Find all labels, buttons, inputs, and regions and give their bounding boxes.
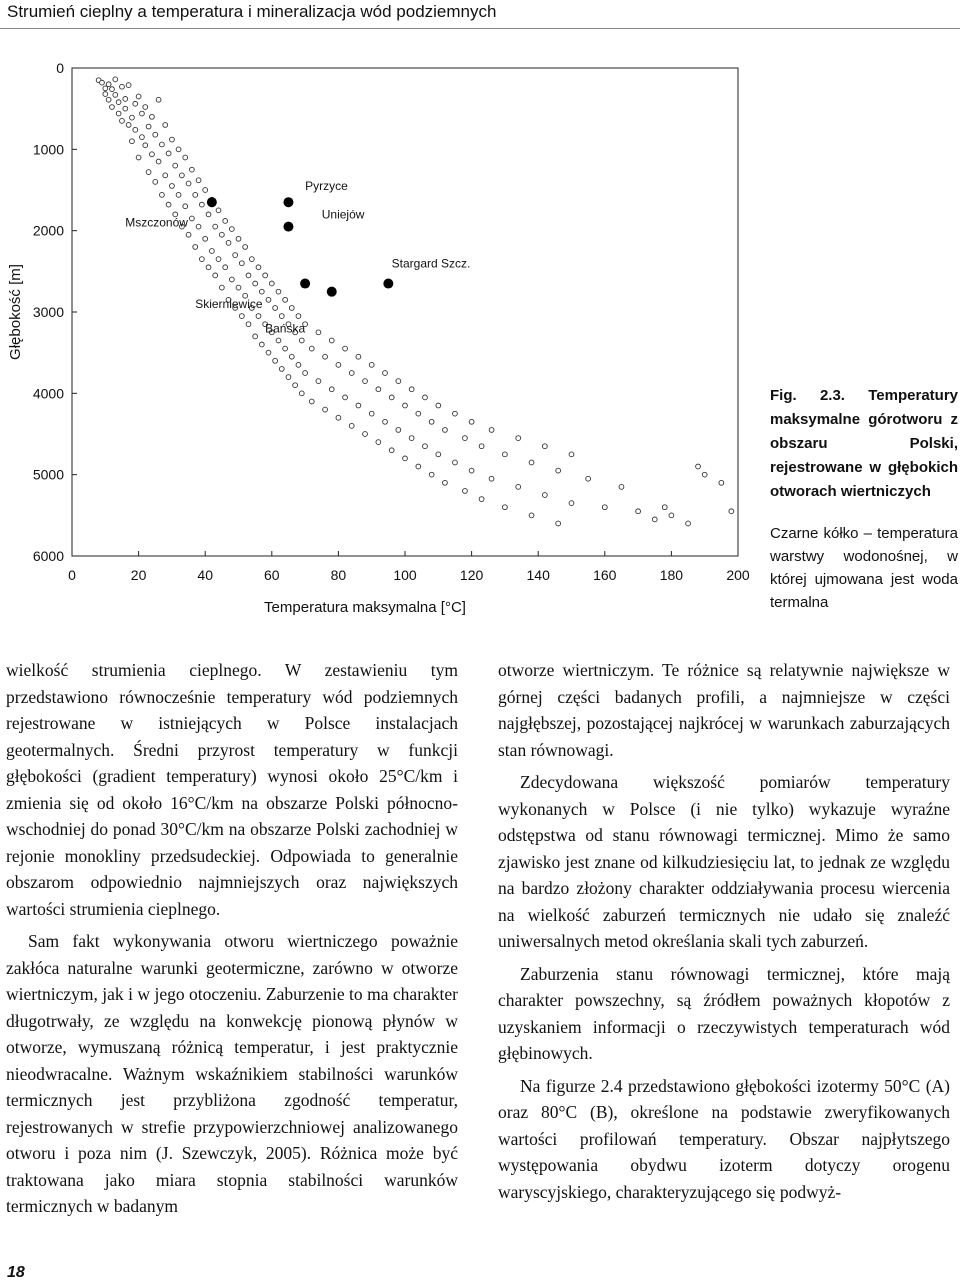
- x-axis-label: Temperatura maksymalna [°C]: [264, 599, 466, 616]
- data-point: [160, 192, 165, 197]
- data-point: [489, 476, 494, 481]
- data-point: [133, 101, 138, 106]
- data-point: [160, 142, 165, 147]
- data-point: [179, 173, 184, 178]
- data-point: [436, 452, 441, 457]
- data-point: [396, 379, 401, 384]
- data-point: [203, 188, 208, 193]
- data-point: [289, 306, 294, 311]
- data-point: [176, 192, 181, 197]
- annotation-label: Pyrzyce: [305, 179, 348, 193]
- data-point: [336, 415, 341, 420]
- data-point: [126, 83, 131, 88]
- data-point: [286, 375, 291, 380]
- data-point: [403, 403, 408, 408]
- data-point: [429, 472, 434, 477]
- data-point: [170, 184, 175, 189]
- data-point: [186, 181, 191, 186]
- data-point: [273, 358, 278, 363]
- chart-points: [96, 77, 734, 526]
- data-point: [686, 521, 691, 526]
- data-point: [236, 236, 241, 241]
- data-point: [376, 440, 381, 445]
- annotation-label: Bańska: [265, 321, 306, 336]
- data-point: [113, 77, 118, 82]
- data-point: [206, 212, 211, 217]
- data-point: [263, 273, 268, 278]
- y-tick-label: 0: [56, 60, 64, 76]
- data-point: [176, 147, 181, 152]
- annotation-label: Stargard Szcz.: [391, 256, 471, 271]
- data-point: [316, 379, 321, 384]
- data-point: [389, 448, 394, 453]
- data-point: [296, 314, 301, 319]
- data-point: [542, 444, 547, 449]
- data-point: [586, 476, 591, 481]
- data-point: [376, 387, 381, 392]
- annotation-label: Uniejów: [321, 207, 365, 222]
- data-point: [669, 513, 674, 518]
- data-point: [293, 383, 298, 388]
- data-point: [369, 362, 374, 367]
- data-point: [299, 338, 304, 343]
- data-point: [203, 236, 208, 241]
- data-point: [209, 249, 214, 254]
- data-point: [343, 346, 348, 351]
- y-tick-label: 5000: [32, 466, 64, 483]
- data-point: [463, 436, 468, 441]
- data-point: [253, 334, 258, 339]
- data-point: [276, 289, 281, 294]
- geothermal-plant-point: [283, 222, 293, 232]
- data-point: [299, 391, 304, 396]
- data-point: [189, 167, 194, 172]
- geothermal-plant-point: [300, 279, 310, 289]
- geothermal-plant-point: [283, 197, 293, 207]
- x-tick-label: 120: [459, 567, 484, 583]
- data-point: [126, 123, 131, 128]
- data-point: [146, 170, 151, 175]
- data-point: [223, 265, 228, 270]
- data-point: [223, 219, 228, 224]
- running-title: Strumień cieplny a temperatura i mineralizacja wód podziemnych: [7, 2, 497, 21]
- data-point: [256, 314, 261, 319]
- data-point: [279, 367, 284, 372]
- data-point: [702, 472, 707, 477]
- data-point: [529, 460, 534, 465]
- data-point: [443, 428, 448, 433]
- data-point: [309, 346, 314, 351]
- data-point: [569, 501, 574, 506]
- data-point: [146, 124, 151, 129]
- data-point: [136, 155, 141, 160]
- x-tick-label: 0: [68, 567, 76, 583]
- data-point: [199, 257, 204, 262]
- data-point: [383, 371, 388, 376]
- data-point: [120, 84, 125, 89]
- data-point: [356, 403, 361, 408]
- data-point: [246, 322, 251, 327]
- data-point: [219, 232, 224, 237]
- data-point: [249, 257, 254, 262]
- x-tick-label: 20: [130, 567, 147, 583]
- data-point: [479, 444, 484, 449]
- data-point: [336, 362, 341, 367]
- data-point: [150, 114, 155, 119]
- data-point: [110, 105, 115, 110]
- y-tick-label: 3000: [32, 304, 64, 320]
- data-point: [120, 118, 125, 123]
- data-point: [213, 224, 218, 229]
- data-point: [103, 86, 108, 91]
- data-point: [516, 436, 521, 441]
- data-point: [719, 480, 724, 485]
- data-point: [363, 379, 368, 384]
- data-point: [150, 152, 155, 157]
- y-tick-label: 1000: [32, 141, 64, 158]
- x-tick-label: 180: [659, 567, 684, 583]
- paragraph: otworze wiertniczym. Te różnice są relatywnie największe w górnej części badanych profili, a najmniejsze w części najgłębszej, pozostającej najkrócej w warunkach zaburzających stan równowagi.: [498, 660, 950, 760]
- data-point: [453, 460, 458, 465]
- data-point: [216, 257, 221, 262]
- y-tick-label: 6000: [32, 548, 64, 564]
- data-point: [696, 464, 701, 469]
- data-point: [469, 468, 474, 473]
- data-point: [106, 82, 111, 87]
- data-point: [323, 354, 328, 359]
- data-point: [453, 411, 458, 416]
- data-point: [489, 428, 494, 433]
- data-point: [619, 484, 624, 489]
- annotation-label: Mszczonów: [125, 215, 188, 230]
- data-point: [166, 151, 171, 156]
- data-point: [133, 127, 138, 132]
- data-point: [196, 178, 201, 183]
- data-point: [436, 403, 441, 408]
- data-point: [283, 297, 288, 302]
- data-point: [143, 105, 148, 110]
- data-point: [323, 407, 328, 412]
- data-point: [416, 464, 421, 469]
- figure-caption: Fig. 2.3. Temperatury maksymalne górotworu z obszaru Polski, rejestrowane w głębokich otworach wiertniczych: [770, 387, 958, 500]
- data-point: [416, 411, 421, 416]
- x-tick-label: 80: [330, 567, 347, 583]
- data-point: [409, 436, 414, 441]
- data-point: [143, 143, 148, 148]
- geothermal-plant-point: [327, 287, 337, 297]
- paragraph: Sam fakt wykonywania otworu wiertniczego poważnie zakłóca naturalne warunki geotermiczne, zarówno w otworze wiertniczym, jak i w jego otoczeniu. Zaburzenie to ma charakter długotrwały, ze względu na konwekcję pionową płynów w otworze, wymuszaną różnicą temperatur, i jest praktycznie nieodwracalne. Ważnym wskaźnikiem stabilności warunków termicznych jest przybliżona zgodność temperatur, rejestrowanych w strefie przypowierzchniowej analizowanego otworu i poza nim (J. Szewczyk, 2005). Różnica może być traktowana jako miara stopnia stabilności warunków termicznych w badanym: [6, 931, 458, 1216]
- data-point: [556, 521, 561, 526]
- data-point: [153, 179, 158, 184]
- data-point: [636, 509, 641, 514]
- data-point: [569, 452, 574, 457]
- data-point: [123, 97, 128, 102]
- data-point: [383, 419, 388, 424]
- data-point: [423, 395, 428, 400]
- data-point: [116, 111, 121, 116]
- data-point: [100, 80, 105, 85]
- x-tick-label: 140: [526, 567, 550, 583]
- data-point: [396, 428, 401, 433]
- data-point: [246, 273, 251, 278]
- data-point: [113, 92, 118, 97]
- data-point: [662, 505, 667, 510]
- data-point: [349, 423, 354, 428]
- data-point: [229, 227, 234, 232]
- data-point: [542, 493, 547, 498]
- data-point: [463, 489, 468, 494]
- data-point: [303, 371, 308, 376]
- data-point: [283, 346, 288, 351]
- data-point: [556, 468, 561, 473]
- data-point: [239, 261, 244, 266]
- data-point: [186, 232, 191, 237]
- data-point: [183, 204, 188, 209]
- data-point: [273, 306, 278, 311]
- data-point: [479, 497, 484, 502]
- data-point: [349, 371, 354, 376]
- data-point: [409, 387, 414, 392]
- data-point: [389, 395, 394, 400]
- geothermal-plant-point: [207, 197, 217, 207]
- data-point: [193, 245, 198, 250]
- data-point: [729, 509, 734, 514]
- data-point: [183, 155, 188, 160]
- data-point: [193, 192, 198, 197]
- data-point: [153, 132, 158, 137]
- data-point: [110, 87, 115, 92]
- data-point: [236, 285, 241, 290]
- data-point: [206, 265, 211, 270]
- data-point: [329, 338, 334, 343]
- chart-axis-labels: [7, 264, 466, 616]
- figure-note: Czarne kółko – temperatura warstwy wodonośnej, w której ujmowana jest woda termalna: [770, 525, 958, 611]
- data-point: [369, 411, 374, 416]
- data-point: [156, 97, 161, 102]
- data-point: [343, 395, 348, 400]
- data-point: [170, 137, 175, 142]
- data-point: [276, 338, 281, 343]
- x-tick-label: 40: [197, 567, 213, 583]
- data-point: [173, 163, 178, 168]
- data-point: [259, 342, 264, 347]
- data-point: [503, 505, 508, 510]
- data-point: [279, 314, 284, 319]
- data-point: [140, 111, 145, 116]
- data-point: [329, 387, 334, 392]
- paragraph: Na figurze 2.4 przedstawiono głębokości izotermy 50°C (A) oraz 80°C (B), określone na podstawie zweryfikowanych wartości profilowań temperatury. Obszar najpłytszego występowania obydwu izoterm dotyczy orogenu waryscyjskiego, charakteryzującego się podwyż-: [498, 1075, 950, 1202]
- data-point: [423, 444, 428, 449]
- data-point: [403, 456, 408, 461]
- x-tick-label: 100: [393, 567, 417, 583]
- y-tick-label: 4000: [32, 385, 64, 402]
- data-point: [259, 289, 264, 294]
- data-point: [106, 97, 111, 102]
- data-point: [163, 123, 168, 128]
- y-axis-label: Głębokość [m]: [7, 264, 24, 360]
- x-tick-label: 60: [264, 567, 280, 583]
- data-point: [289, 354, 294, 359]
- data-point: [652, 517, 657, 522]
- data-point: [219, 285, 224, 290]
- geothermal-plant-point: [383, 279, 393, 289]
- chart-annotations: [125, 179, 470, 335]
- data-point: [239, 314, 244, 319]
- data-point: [216, 208, 221, 213]
- data-point: [296, 362, 301, 367]
- data-point: [266, 297, 271, 302]
- data-point: [189, 216, 194, 221]
- data-point: [213, 273, 218, 278]
- data-point: [253, 281, 258, 286]
- x-tick-label: 200: [726, 567, 750, 583]
- data-point: [309, 399, 314, 404]
- data-point: [130, 115, 135, 120]
- data-point: [429, 419, 434, 424]
- data-point: [356, 354, 361, 359]
- data-point: [256, 265, 261, 270]
- data-point: [130, 139, 135, 144]
- data-point: [163, 173, 168, 178]
- page-number: 18: [7, 1264, 25, 1281]
- data-point: [229, 277, 234, 282]
- data-point: [123, 106, 128, 111]
- y-tick-label: 2000: [32, 222, 64, 239]
- data-point: [103, 92, 108, 97]
- data-point: [266, 350, 271, 355]
- data-point: [443, 480, 448, 485]
- data-point: [503, 452, 508, 457]
- text-column-right: [498, 657, 950, 1205]
- data-point: [199, 202, 204, 207]
- data-point: [602, 505, 607, 510]
- data-point: [529, 513, 534, 518]
- data-point: [166, 202, 171, 207]
- x-tick-label: 160: [593, 567, 617, 583]
- paragraph: Zdecydowana większość pomiarów temperatury wykonanych w Polsce (i nie tylko) wykazuje wyraźne odstępstwa od stanu równowagi termicznej. Mimo że samo zjawisko jest znane od kilkudziesięciu lat, to jednak ze względu na bardzo złożony charakter oddziaływania procesu wiercenia na wielkość zaburzeń termicznych nie udało się znaleźć uniwersalnych metod określania skali tych zaburzeń.: [498, 772, 950, 951]
- data-point: [233, 253, 238, 258]
- data-point: [269, 281, 274, 286]
- data-point: [363, 432, 368, 437]
- paragraph: wielkość strumienia cieplnego. W zestawieniu tym przedstawiono równocześnie temperatury wód podziemnych rejestrowane w istniejących w Polsce instalacjach geotermalnych. Średni przyrost temperatury w funkcji głębokości (gradient temperatury) wynosi około 25°C/km i zmienia się od około 16°C/km na obszarze Polski północno-wschodniej do ponad 30°C/km na obszarze Polski zachodniej w rejonie monokliny przedsudeckiej. Odpowiada to generalnie obszarom odpowiednio najmniejszych oraz największych wartości strumienia cieplnego.: [6, 660, 458, 919]
- annotation-label: Skierniewice: [195, 296, 263, 311]
- data-point: [140, 135, 145, 140]
- data-point: [316, 330, 321, 335]
- data-point: [469, 419, 474, 424]
- text-column-left: [6, 657, 458, 1220]
- data-point: [196, 224, 201, 229]
- scatter-chart: [0, 40, 760, 620]
- data-point: [136, 94, 141, 99]
- data-point: [516, 484, 521, 489]
- data-point: [156, 159, 161, 164]
- header-rule: [0, 28, 960, 29]
- data-point: [116, 100, 121, 105]
- data-point: [226, 240, 231, 245]
- paragraph: Zaburzenia stanu równowagi termicznej, które mają charakter powszechny, są źródłem poważnych kłopotów z uzyskaniem informacji o rzeczywistych temperaturach wód głębinowych.: [498, 963, 950, 1063]
- data-point: [243, 245, 248, 250]
